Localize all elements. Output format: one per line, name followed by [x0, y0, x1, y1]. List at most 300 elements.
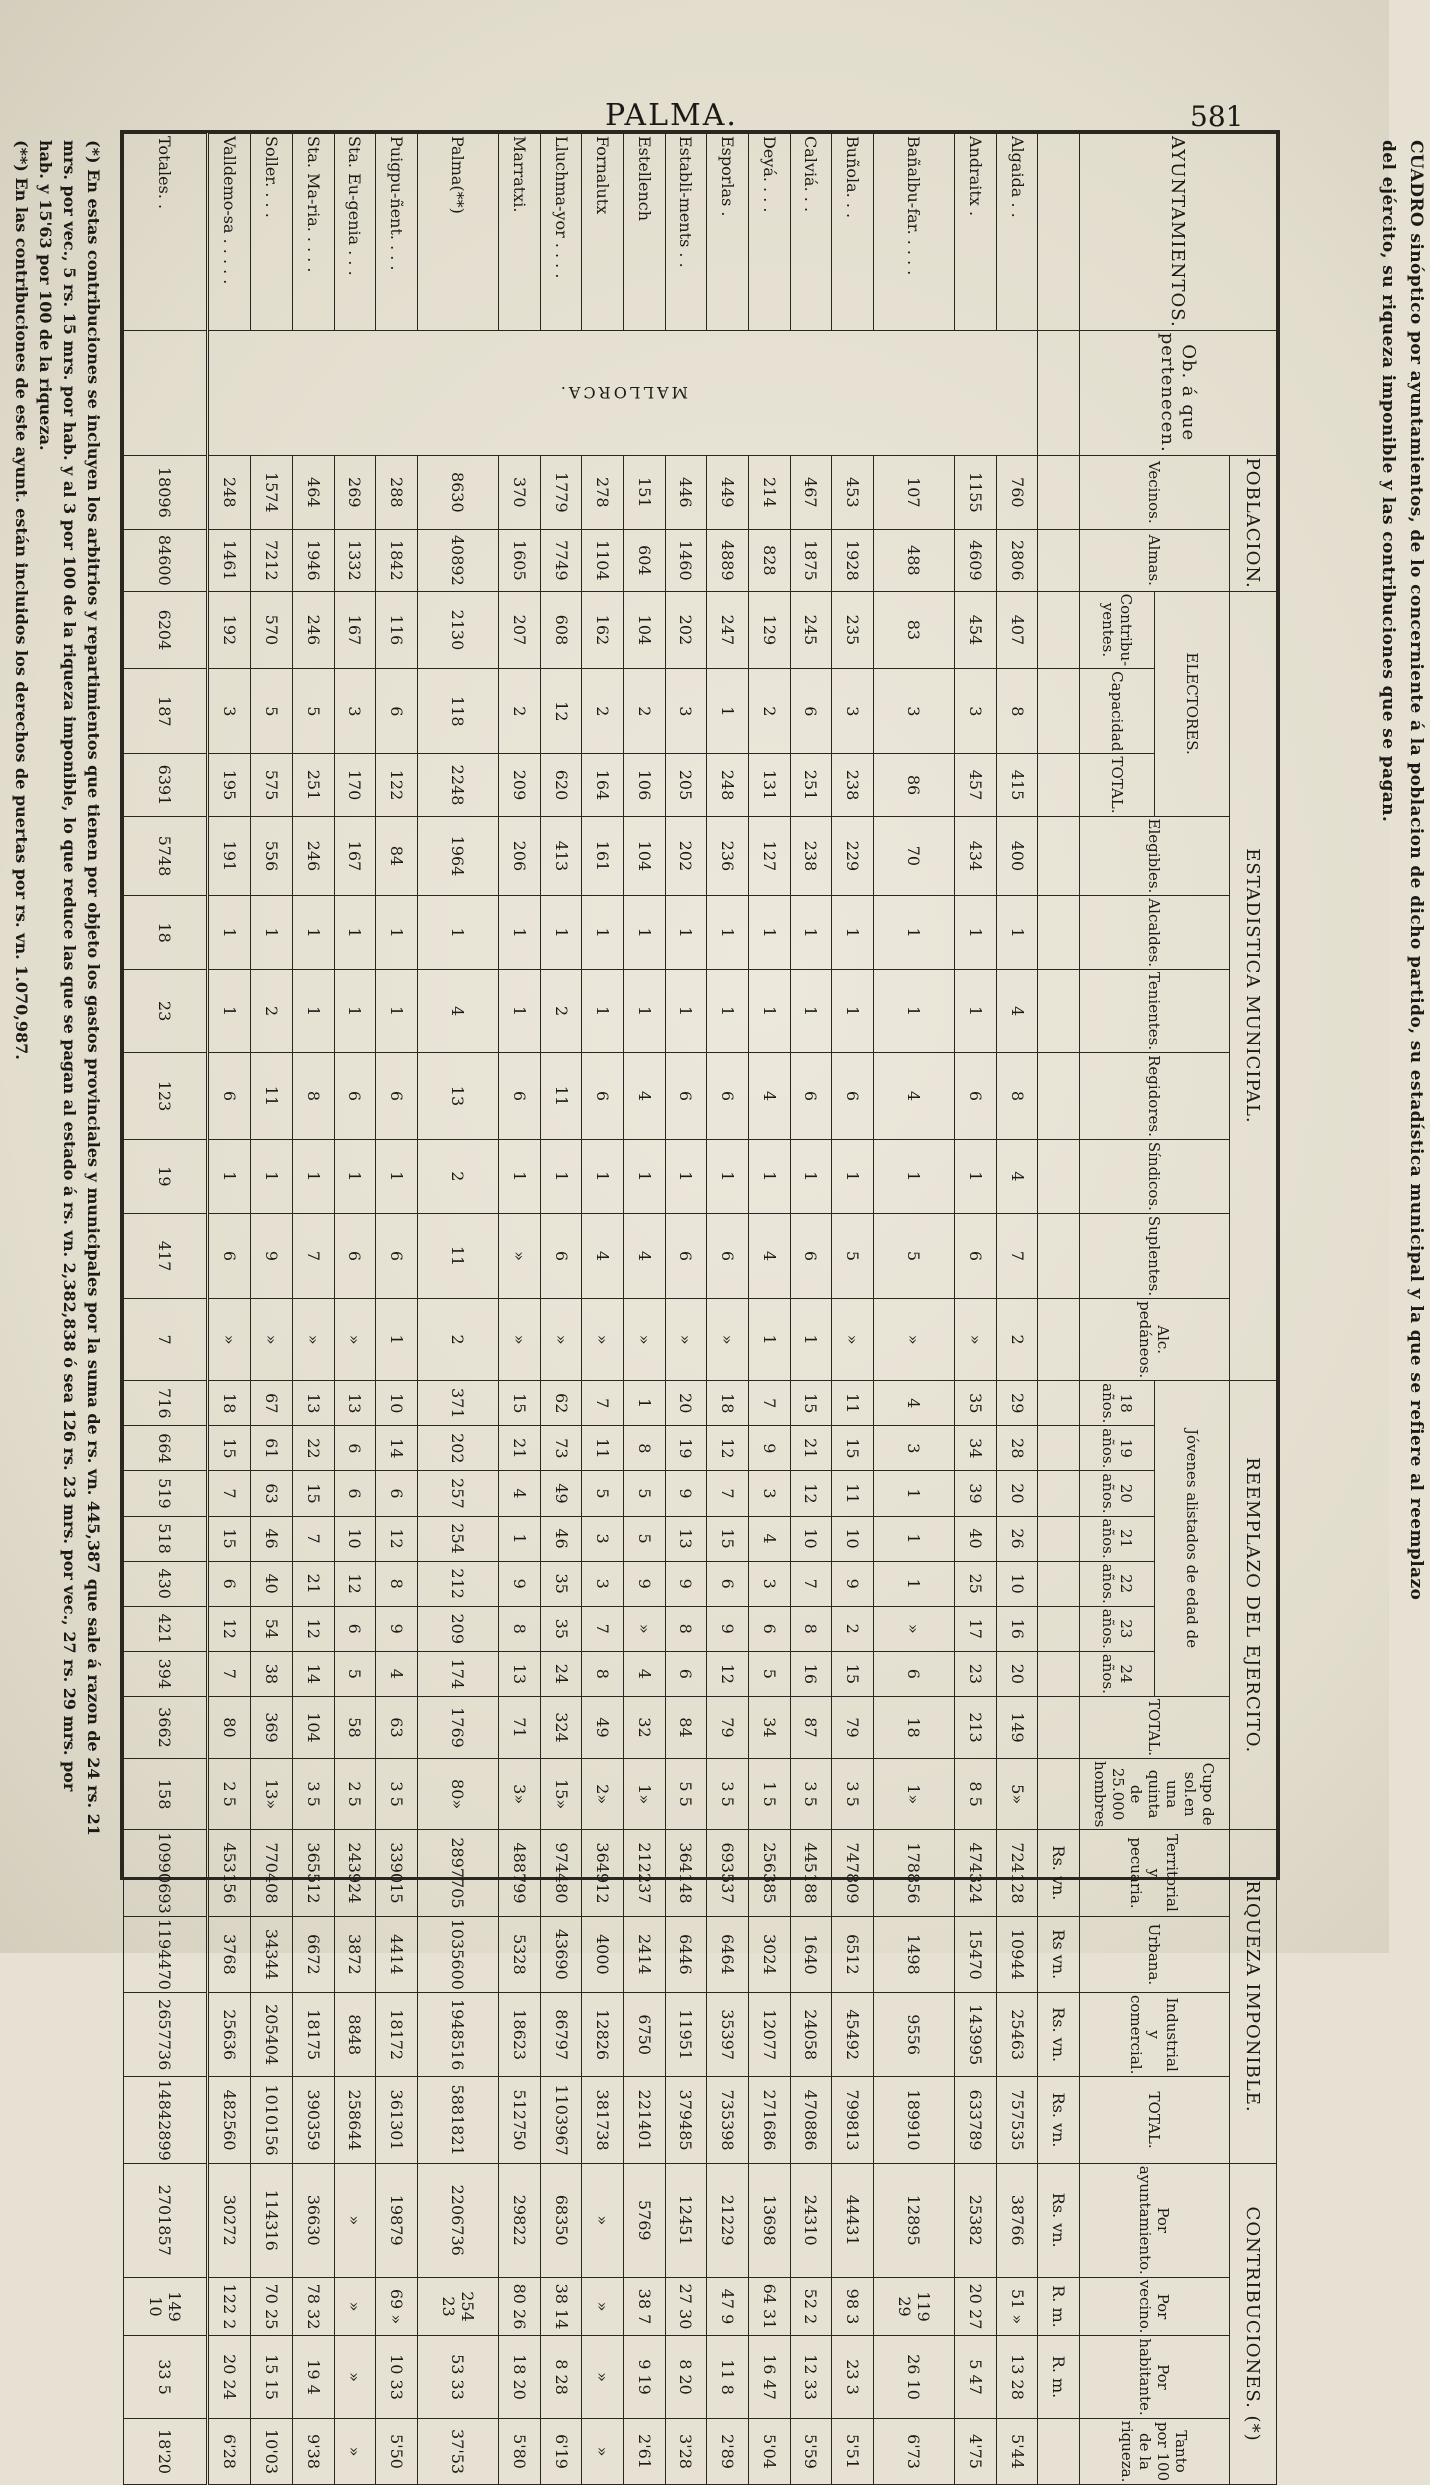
- units-cell: [1038, 2418, 1080, 2485]
- cell: 9: [665, 1471, 707, 1516]
- cell: 12: [707, 1426, 749, 1471]
- units-cell: [1038, 669, 1080, 754]
- cell: 251: [790, 754, 832, 816]
- cell: 6: [790, 1053, 832, 1140]
- cell: 15»: [540, 1759, 582, 1830]
- cell: 415: [996, 754, 1038, 816]
- cell: 11: [417, 1213, 498, 1298]
- cell: 7: [748, 1381, 790, 1426]
- row-name: Estellench: [624, 134, 666, 331]
- cell: 13: [292, 1381, 334, 1426]
- header-cell: Territorial y pecuaria.: [1080, 1830, 1230, 1916]
- cell: 1: [376, 970, 418, 1053]
- cell: 178856: [873, 1830, 954, 1916]
- cell: 10: [790, 1516, 832, 1561]
- cell: 18096: [124, 455, 208, 529]
- cell: 26: [996, 1516, 1038, 1561]
- row-name: Valldemo-sa . . . . .: [207, 134, 251, 331]
- cell: 2248: [417, 754, 498, 816]
- cell: 236: [707, 816, 749, 896]
- cell: 6: [207, 1053, 251, 1140]
- cell: 5'44: [996, 2418, 1038, 2485]
- cell: »: [582, 2163, 624, 2277]
- cell: 6: [334, 1213, 376, 1298]
- cell: 770408: [251, 1830, 293, 1916]
- cell: 21229: [707, 2163, 749, 2277]
- cell: 63: [251, 1471, 293, 1516]
- cell: 12895: [873, 2163, 954, 2277]
- cell: 25: [955, 1561, 997, 1606]
- cell: 38766: [996, 2163, 1038, 2277]
- cell: 21: [790, 1426, 832, 1471]
- footnote-line: (**) En las contribuciones de este ayunt. están incluidos los derechos de puertas por rs. vn. 1.070,987.: [12, 140, 31, 1060]
- ob-label: MALLORCA.: [207, 330, 1038, 455]
- units-cell: R. m.: [1038, 2336, 1080, 2418]
- header-cell: TOTAL.: [1080, 754, 1155, 816]
- table-caption: [1344, 140, 1430, 1880]
- units-cell: R. m.: [1038, 2277, 1080, 2336]
- cell: 3: [665, 669, 707, 754]
- cell: 7: [292, 1516, 334, 1561]
- cell: 12: [376, 1516, 418, 1561]
- cell: »: [334, 2277, 376, 2336]
- cell: 1: [292, 1139, 334, 1213]
- cell: 10: [376, 1381, 418, 1426]
- cell: 205404: [251, 1992, 293, 2076]
- units-cell: [1038, 1139, 1080, 1213]
- cell: 339015: [376, 1830, 418, 1916]
- cell: 6512: [832, 1916, 874, 1992]
- rotated-content: [12, 136, 1426, 2483]
- cell: 519: [124, 1471, 208, 1516]
- cell: 464: [292, 455, 334, 529]
- cell: 11: [582, 1426, 624, 1471]
- cell: 5: [582, 1471, 624, 1516]
- cell: 61: [251, 1426, 293, 1471]
- cell: 664: [124, 1426, 208, 1471]
- cell: 9: [499, 1561, 541, 1606]
- cell: 575: [251, 754, 293, 816]
- units-cell: Rs vn.: [1038, 1916, 1080, 1992]
- cell: 98 3: [832, 2277, 874, 2336]
- totals-row: [124, 134, 208, 2485]
- row-name: Deyá. . . .: [748, 134, 790, 331]
- cell: 238: [832, 754, 874, 816]
- cell: 35: [955, 1381, 997, 1426]
- header-cell: 20 años.: [1080, 1471, 1155, 1516]
- synoptic-table-container: [120, 130, 1280, 2483]
- cell: 7: [207, 1651, 251, 1696]
- cell: 620: [540, 754, 582, 816]
- cell: 2: [832, 1606, 874, 1651]
- cell: 390359: [292, 2077, 334, 2163]
- header-cell: 23 años.: [1080, 1606, 1155, 1651]
- cell: 12: [207, 1606, 251, 1651]
- cell: 243924: [334, 1830, 376, 1916]
- header-cell: Por vecino.: [1080, 2277, 1230, 2336]
- cell: 9: [624, 1561, 666, 1606]
- cell: 1104: [582, 529, 624, 591]
- cell: 1461: [207, 529, 251, 591]
- cell: 10944: [996, 1916, 1038, 1992]
- cell: 449: [707, 455, 749, 529]
- cell: 2: [540, 970, 582, 1053]
- row-name: Marratxi.: [499, 134, 541, 331]
- cell: 2'61: [624, 2418, 666, 2485]
- cell: 724128: [996, 1830, 1038, 1916]
- cell: 27 30: [665, 2277, 707, 2336]
- cell: 79: [832, 1696, 874, 1758]
- cell: 3 5: [790, 1759, 832, 1830]
- cell: 1: [499, 896, 541, 970]
- cell: 80 26: [499, 2277, 541, 2336]
- cell: 3768: [207, 1916, 251, 1992]
- cell: 104: [292, 1696, 334, 1758]
- cell: 379485: [665, 2077, 707, 2163]
- cell: 2'89: [707, 2418, 749, 2485]
- table-row: [417, 134, 498, 2485]
- cell: 1: [748, 896, 790, 970]
- cell: 747809: [832, 1830, 874, 1916]
- cell: 2657736: [124, 1992, 208, 2076]
- cell: 1: [790, 970, 832, 1053]
- cell: »: [582, 2336, 624, 2418]
- cell: 421: [124, 1606, 208, 1651]
- cell: 4: [582, 1213, 624, 1298]
- cell: 799813: [832, 2077, 874, 2163]
- cell: 14: [292, 1651, 334, 1696]
- header-cell: Tanto por 100 de la riqueza.: [1080, 2418, 1230, 2485]
- header-cell: Tenientes.: [1080, 970, 1230, 1053]
- cell: 35: [540, 1606, 582, 1651]
- header-cell: Capacidad: [1080, 669, 1155, 754]
- cell: 13 28: [996, 2336, 1038, 2418]
- cell: 212237: [624, 1830, 666, 1916]
- cell: 10'03: [251, 2418, 293, 2485]
- table-row: [376, 134, 418, 2485]
- cell: 3662: [124, 1696, 208, 1758]
- cell: 118: [417, 669, 498, 754]
- cell: 5769: [624, 2163, 666, 2277]
- cell: 7: [582, 1606, 624, 1651]
- cell: 361301: [376, 2077, 418, 2163]
- cell: 6: [707, 1213, 749, 1298]
- cell: 1010156: [251, 2077, 293, 2163]
- cell: 1: [873, 1516, 954, 1561]
- cell: 1: [955, 896, 997, 970]
- cell: 1: [499, 1516, 541, 1561]
- cell: 25463: [996, 1992, 1038, 2076]
- cell: 24: [540, 1651, 582, 1696]
- cell: 15: [292, 1471, 334, 1516]
- cell: 6464: [707, 1916, 749, 1992]
- cell: 400: [996, 816, 1038, 896]
- cell: 192: [207, 591, 251, 669]
- units-cell: [1038, 1606, 1080, 1651]
- cell: 1: [665, 970, 707, 1053]
- cell: 1: [292, 970, 334, 1053]
- cell: 258644: [334, 2077, 376, 2163]
- header-cell: Almas.: [1080, 529, 1230, 591]
- cell: 14: [376, 1426, 418, 1471]
- cell: 202: [665, 816, 707, 896]
- header-cell: Por ayuntamiento.: [1080, 2163, 1230, 2277]
- footnote-line: hab. y 15'63 por 100 de la riqueza.: [36, 140, 55, 451]
- header-cell: Síndicos.: [1080, 1139, 1230, 1213]
- cell: 4: [996, 1139, 1038, 1213]
- table-row: [540, 134, 582, 2485]
- cell: 15: [207, 1426, 251, 1471]
- cell: 15: [707, 1516, 749, 1561]
- cell: 68350: [540, 2163, 582, 2277]
- cell: »: [499, 1299, 541, 1381]
- cell: »: [251, 1299, 293, 1381]
- header-ayuntamientos: AYUNTAMIENTOS.: [1080, 134, 1277, 331]
- cell: 1: [955, 1139, 997, 1213]
- cell: 4: [624, 1651, 666, 1696]
- cell: 1: [955, 970, 997, 1053]
- cell: 23: [955, 1651, 997, 1696]
- units-cell: [1038, 1516, 1080, 1561]
- cell: 5748: [124, 816, 208, 896]
- units-cell: [1038, 1759, 1080, 1830]
- cell: 3'28: [665, 2418, 707, 2485]
- cell: 364912: [582, 1830, 624, 1916]
- cell: 9 19: [624, 2336, 666, 2418]
- table-row: [707, 134, 749, 2485]
- cell: 209: [499, 754, 541, 816]
- cell: 11: [251, 1053, 293, 1140]
- header-ob: Ob. á que pertenecen.: [1080, 330, 1277, 455]
- cell: 107: [873, 455, 954, 529]
- cell: 5'59: [790, 2418, 832, 2485]
- cell: 1: [707, 669, 749, 754]
- cell: 116: [376, 591, 418, 669]
- cell: 1: [292, 896, 334, 970]
- cell: 1: [873, 1471, 954, 1516]
- units-cell: [1038, 1561, 1080, 1606]
- cell: 2: [996, 1299, 1038, 1381]
- cell: 1: [582, 1139, 624, 1213]
- footnotes: [9, 140, 105, 1880]
- cell: 195: [207, 754, 251, 816]
- cell: 79: [707, 1696, 749, 1758]
- cell: 2»: [582, 1759, 624, 1830]
- cell: 1: [748, 1139, 790, 1213]
- cell: 1: [873, 1561, 954, 1606]
- header-cell: Alc. pedáneos.: [1080, 1299, 1230, 1381]
- cell: 13: [417, 1053, 498, 1140]
- cell: 6: [207, 1213, 251, 1298]
- cell: 251: [292, 754, 334, 816]
- cell: 7: [292, 1213, 334, 1298]
- cell: »: [540, 1299, 582, 1381]
- row-name: Bañalbu-far. . . . .: [873, 134, 954, 331]
- cell: 445188: [790, 1830, 832, 1916]
- cell: 149: [996, 1696, 1038, 1758]
- header-cell: 21 años.: [1080, 1516, 1155, 1561]
- cell: 470886: [790, 2077, 832, 2163]
- cell: 49: [582, 1696, 624, 1758]
- cell: 53 33: [417, 2336, 498, 2418]
- cell: 365512: [292, 1830, 334, 1916]
- cell: 2: [417, 1299, 498, 1381]
- table-row: [790, 134, 832, 2485]
- cell: 15: [790, 1381, 832, 1426]
- totals-label: Totales. .: [124, 134, 208, 331]
- cell: 693537: [707, 1830, 749, 1916]
- cell: 127: [748, 816, 790, 896]
- cell: 1: [582, 970, 624, 1053]
- cell: 122: [376, 754, 418, 816]
- cell: 9556: [873, 1992, 954, 2076]
- cell: 1: [582, 896, 624, 970]
- cell: 70 25: [251, 2277, 293, 2336]
- cell: 40: [955, 1516, 997, 1561]
- cell: 5'51: [832, 2418, 874, 2485]
- units-cell: [1038, 591, 1080, 669]
- cell: 1769: [417, 1696, 498, 1758]
- units-cell: Rs. vn.: [1038, 2163, 1080, 2277]
- cell: 52 2: [790, 2277, 832, 2336]
- cell: 71: [499, 1696, 541, 1758]
- cell: 3: [955, 669, 997, 754]
- cell: 34: [748, 1696, 790, 1758]
- table-row: [292, 134, 334, 2485]
- cell: 18: [707, 1381, 749, 1426]
- cell: 7: [996, 1213, 1038, 1298]
- units-cell: [1038, 1381, 1080, 1426]
- cell: 22: [292, 1426, 334, 1471]
- cell: 1: [707, 1139, 749, 1213]
- cell: 4: [499, 1471, 541, 1516]
- cell: 6: [707, 1053, 749, 1140]
- cell: 3: [748, 1561, 790, 1606]
- cell: 167: [334, 816, 376, 896]
- cell: 6: [376, 1053, 418, 1140]
- cell: 214: [748, 455, 790, 529]
- cell: 1875: [790, 529, 832, 591]
- cell: 4: [376, 1651, 418, 1696]
- cell: 7749: [540, 529, 582, 591]
- cell: 1: [624, 896, 666, 970]
- cell: 6: [334, 1471, 376, 1516]
- cell: 4: [417, 970, 498, 1053]
- cell: 757535: [996, 2077, 1038, 2163]
- cell: 37'53: [417, 2418, 498, 2485]
- cell: 6391: [124, 754, 208, 816]
- running-head: PALMA.: [605, 98, 738, 133]
- cell: 17: [955, 1606, 997, 1651]
- cell: 34: [955, 1426, 997, 1471]
- caption-line: del ejército, su riqueza imponible y las contribuciones que se pagan.: [1378, 140, 1398, 823]
- table-row: [207, 134, 251, 2485]
- cell: 6: [955, 1053, 997, 1140]
- header-cell: TOTAL.: [1080, 2077, 1230, 2163]
- cell: 170: [334, 754, 376, 816]
- cell: 269: [334, 455, 376, 529]
- cell: 1: [748, 1299, 790, 1381]
- cell: 45492: [832, 1992, 874, 2076]
- row-name: Andraitx .: [955, 134, 997, 331]
- cell: 4000: [582, 1916, 624, 1992]
- cell: 6: [832, 1053, 874, 1140]
- cell: 1: [334, 970, 376, 1053]
- cell: 6: [665, 1213, 707, 1298]
- cell: 9: [832, 1561, 874, 1606]
- cell: 5: [748, 1651, 790, 1696]
- cell: 1: [790, 896, 832, 970]
- cell: 205: [665, 754, 707, 816]
- cell: 12: [292, 1606, 334, 1651]
- cell: 8: [376, 1561, 418, 1606]
- cell: 1498: [873, 1916, 954, 1992]
- cell: 1: [873, 896, 954, 970]
- row-name: Buñola. . .: [832, 134, 874, 331]
- cell: 10 33: [376, 2336, 418, 2418]
- table-row: [873, 134, 954, 2485]
- cell: 13: [334, 1381, 376, 1426]
- cell: 80»: [417, 1759, 498, 1830]
- cell: 453: [832, 455, 874, 529]
- cell: 7: [582, 1381, 624, 1426]
- cell: 454: [955, 591, 997, 669]
- cell: »: [499, 1213, 541, 1298]
- cell: 608: [540, 591, 582, 669]
- header-cell: Por habitante.: [1080, 2336, 1230, 2418]
- cell: 247: [707, 591, 749, 669]
- cell: 69 »: [376, 2277, 418, 2336]
- cell: 1: [207, 970, 251, 1053]
- cell: 114316: [251, 2163, 293, 2277]
- cell: 20: [996, 1471, 1038, 1516]
- cell: »: [624, 1299, 666, 1381]
- cell: 1: [832, 896, 874, 970]
- cell: 417: [124, 1213, 208, 1298]
- cell: 131: [748, 754, 790, 816]
- cell: 6: [376, 1213, 418, 1298]
- cell: 18 20: [499, 2336, 541, 2418]
- cell: 12: [790, 1471, 832, 1516]
- cell: 5: [832, 1213, 874, 1298]
- cell: 12451: [665, 2163, 707, 2277]
- cell: 257: [417, 1471, 498, 1516]
- cell: 161: [582, 816, 624, 896]
- cell: 8 5: [955, 1759, 997, 1830]
- cell: »: [873, 1606, 954, 1651]
- units-cell: [1038, 1053, 1080, 1140]
- table-row: [996, 134, 1038, 2485]
- row-name: Algaida . .: [996, 134, 1038, 331]
- header-cell: Elegibles.: [1080, 816, 1230, 896]
- header-electores: ELECTORES.: [1155, 591, 1230, 816]
- cell: 20: [665, 1381, 707, 1426]
- cell: 1948516: [417, 1992, 498, 2076]
- cell: 16: [790, 1651, 832, 1696]
- cell: 119 29: [873, 2277, 954, 2336]
- cell: 11: [540, 1053, 582, 1140]
- cell: 1: [376, 896, 418, 970]
- header-cell: 18 años.: [1080, 1381, 1155, 1426]
- cell: 19879: [376, 2163, 418, 2277]
- cell: 21: [499, 1426, 541, 1471]
- cell: »: [832, 1299, 874, 1381]
- cell: 51 »: [996, 2277, 1038, 2336]
- cell: 5: [873, 1213, 954, 1298]
- cell: 54: [251, 1606, 293, 1651]
- cell: 1»: [624, 1759, 666, 1830]
- cell: 86797: [540, 1992, 582, 2076]
